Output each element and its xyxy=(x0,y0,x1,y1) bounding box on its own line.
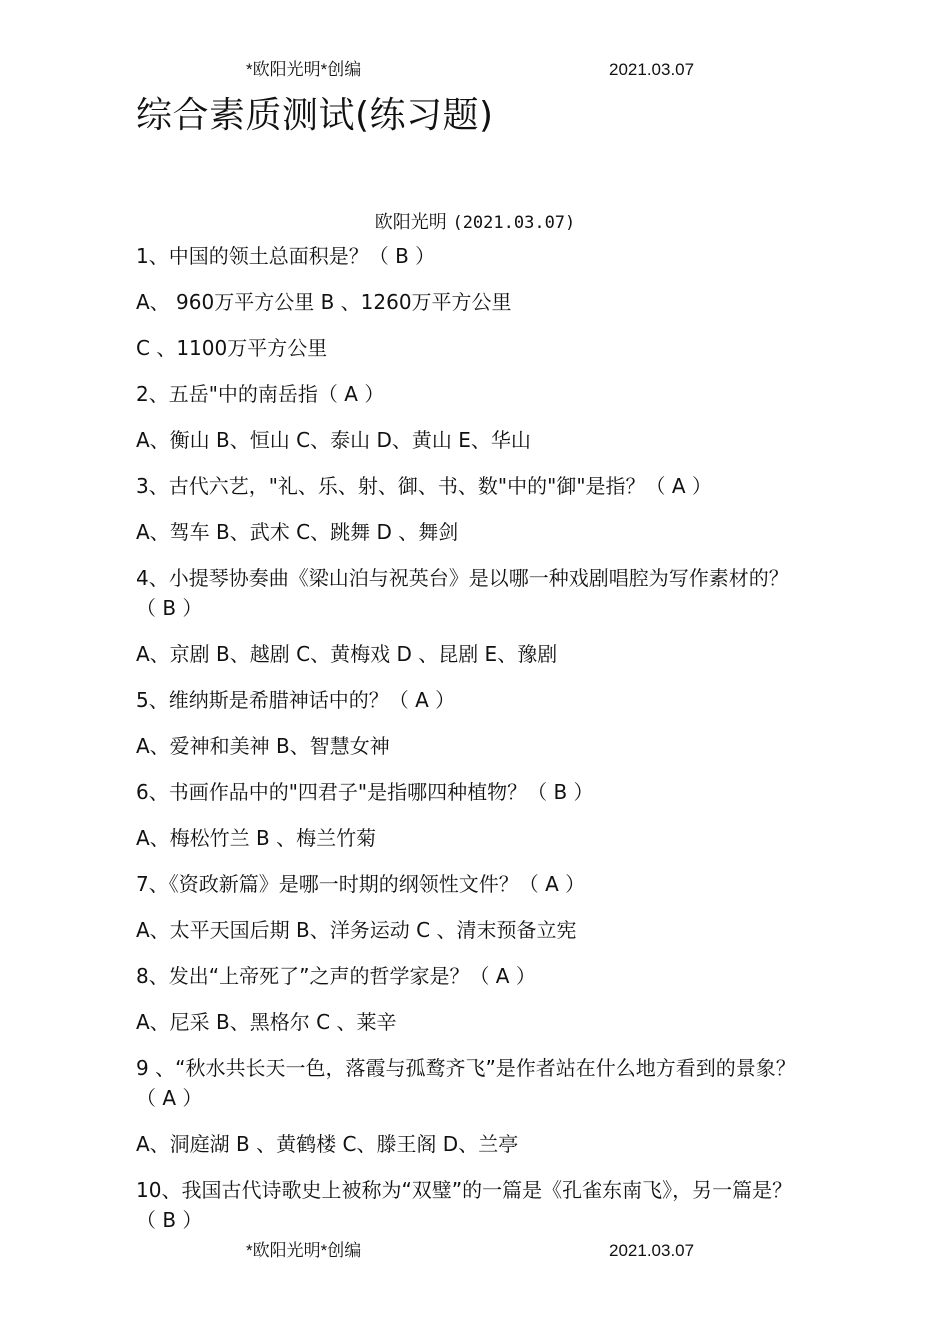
question-2-options: A、衡山 B、恒山 C、泰山 D、黄山 E、华山 xyxy=(136,428,531,452)
question-9: 9 、“秋水共长天一色，落霞与孤鹜齐飞”是作者站在什么地方看到的景象？（ A ） xyxy=(136,1056,796,1110)
header-author: *欧阳光明*创编 xyxy=(246,60,362,79)
question-9-options: A、洞庭湖 B 、黄鹤楼 C、滕王阁 D、兰亭 xyxy=(136,1132,519,1156)
question-7-options: A、太平天国后期 B、洋务运动 C 、清末预备立宪 xyxy=(136,918,577,942)
question-1-options-a: A、 960万平方公里 B 、1260万平方公里 xyxy=(136,290,512,314)
question-6-options: A、梅松竹兰 B 、梅兰竹菊 xyxy=(136,826,377,850)
footer-date: 2021.03.07 xyxy=(609,1241,695,1260)
document-title: 综合素质测试(练习题) xyxy=(136,95,494,136)
header-date: 2021.03.07 xyxy=(609,60,695,79)
byline xyxy=(0,210,950,236)
question-7: 7、《资政新篇》是哪一时期的纲领性文件？（ A ） xyxy=(136,872,586,896)
question-5: 5、维纳斯是希腊神话中的？（ A ） xyxy=(136,688,456,712)
question-6: 6、书画作品中的"四君子"是指哪四种植物？（ B ） xyxy=(136,780,594,804)
question-5-options: A、爱神和美神 B、智慧女神 xyxy=(136,734,390,758)
question-3: 3、古代六艺，"礼、乐、射、御、书、数"中的"御"是指？（ A ） xyxy=(136,474,712,498)
question-8: 8、发出“上帝死了”之声的哲学家是？（ A ） xyxy=(136,964,536,988)
question-3-options: A、驾车 B、武术 C、跳舞 D 、舞剑 xyxy=(136,520,459,544)
byline-date: (2021.03.07) xyxy=(452,213,576,233)
byline-author: 欧阳光明 xyxy=(374,212,447,233)
footer-author: *欧阳光明*创编 xyxy=(246,1241,362,1260)
question-8-options: A、尼采 B、黑格尔 C 、莱辛 xyxy=(136,1010,397,1034)
question-4-options: A、京剧 B、越剧 C、黄梅戏 D 、昆剧 E、豫剧 xyxy=(136,642,558,666)
question-1-options-b: C 、1100万平方公里 xyxy=(136,336,328,360)
question-4: 4、小提琴协奏曲《梁山泊与祝英台》是以哪一种戏剧唱腔为写作素材的？（ B ） xyxy=(136,566,789,620)
question-2: 2、五岳"中的南岳指（ A ） xyxy=(136,382,385,406)
question-1: 1、中国的领土总面积是？（ B ） xyxy=(136,244,436,268)
question-10: 10、我国古代诗歌史上被称为“双璧”的一篇是《孔雀东南飞》，另一篇是？（ B ） xyxy=(136,1178,793,1232)
